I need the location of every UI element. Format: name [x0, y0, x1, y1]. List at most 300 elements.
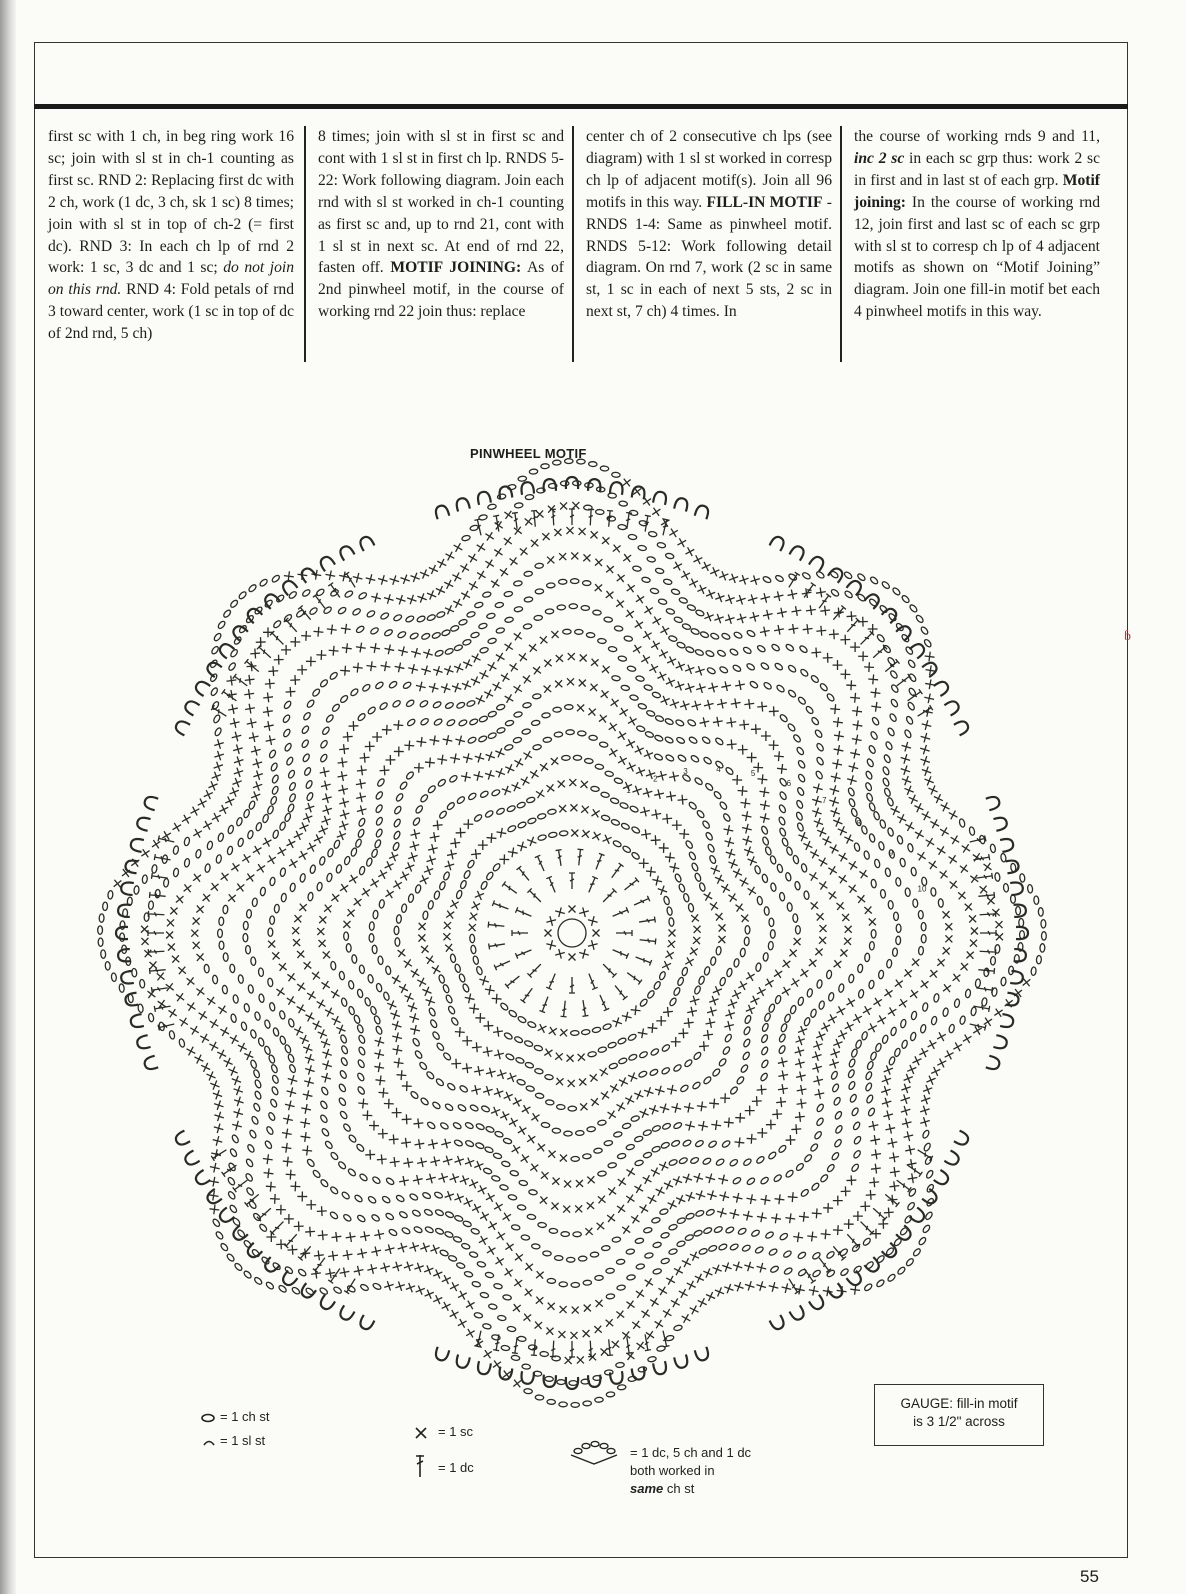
sc-symbol	[931, 1067, 940, 1076]
chain-symbol	[601, 814, 610, 821]
dc-symbol	[611, 947, 628, 959]
chain-symbol	[500, 1002, 509, 1011]
dc-symbol	[569, 1341, 575, 1357]
sc-symbol	[531, 539, 539, 547]
sc-symbol	[362, 888, 370, 896]
sc-symbol	[423, 649, 432, 658]
sc-symbol	[268, 940, 275, 947]
sc-symbol	[536, 790, 544, 798]
chain-symbol	[907, 659, 916, 669]
sc-symbol	[166, 932, 173, 939]
chain-symbol	[660, 1232, 669, 1239]
sc-symbol	[544, 659, 552, 667]
sc-symbol	[397, 1070, 407, 1080]
sc-symbol	[560, 1154, 567, 1161]
sc-symbol	[580, 781, 588, 789]
sc-symbol	[245, 704, 255, 714]
sc-symbol	[980, 886, 988, 894]
sc-symbol	[429, 683, 439, 693]
sc-symbol	[380, 1263, 390, 1273]
sc-symbol	[597, 1222, 605, 1230]
chain-symbol	[493, 1283, 502, 1289]
chain-symbol	[340, 1034, 348, 1044]
sc-symbol	[626, 1301, 634, 1309]
chain-symbol	[458, 973, 466, 983]
picot-loop-symbol	[183, 699, 200, 716]
chain-symbol	[544, 1074, 553, 1080]
chain-symbol	[319, 679, 328, 688]
picot-loop-symbol	[136, 816, 151, 831]
dc-symbol	[969, 1021, 986, 1030]
chain-symbol	[481, 1105, 491, 1113]
chain-symbol	[592, 1027, 601, 1034]
chain-symbol	[331, 703, 340, 712]
round-number-label: 1	[626, 786, 631, 796]
sc-symbol	[472, 1042, 482, 1052]
chain-symbol	[855, 1039, 862, 1049]
sc-symbol	[757, 987, 766, 996]
sc-symbol	[384, 1281, 393, 1290]
sc-symbol	[214, 739, 223, 748]
sc-symbol	[667, 656, 676, 665]
dc-symbol	[270, 631, 286, 647]
chain-symbol	[395, 938, 400, 947]
chain-symbol	[290, 883, 296, 892]
sc-symbol	[286, 1170, 296, 1180]
dc-symbol	[505, 974, 521, 989]
sc-symbol	[671, 1103, 681, 1113]
chain-symbol	[306, 1158, 315, 1167]
sc-symbol	[546, 940, 556, 950]
chain-symbol	[619, 802, 629, 810]
text-column-4	[854, 126, 1100, 323]
picot-loop-symbol	[174, 719, 190, 735]
chain-symbol	[1015, 906, 1020, 915]
chain-symbol	[671, 1139, 681, 1147]
sc-symbol	[468, 554, 477, 563]
sc-symbol	[305, 1054, 314, 1063]
sc-symbol	[170, 907, 177, 914]
sc-symbol	[715, 593, 724, 602]
sc-symbol	[849, 861, 857, 869]
sc-symbol	[453, 599, 462, 608]
chain-symbol	[703, 1076, 712, 1085]
sc-symbol	[731, 698, 741, 708]
text-run: In the course of working rnd 12, join first and last sc of each sc grp with sl st to corresp ch lp of 4 adjacent motifs as shown on “Motif Joining” diagram. Join one fill-in motif bet each 4 pinwheel motifs in this way.	[854, 193, 1100, 321]
chain-symbol	[405, 699, 415, 708]
sc-symbol	[732, 990, 741, 999]
sc-symbol	[643, 788, 652, 797]
sc-symbol	[555, 680, 562, 687]
sc-symbol	[745, 1106, 755, 1116]
dc-symbol	[871, 645, 887, 660]
sc-symbol	[530, 770, 538, 778]
chain-symbol	[626, 1249, 635, 1255]
chain-symbol	[612, 472, 621, 478]
picot-loop-symbol	[455, 497, 470, 512]
chain-symbol	[756, 1155, 766, 1164]
sc-symbol	[378, 575, 387, 584]
sc-symbol	[228, 704, 238, 714]
chain-symbol	[913, 899, 919, 908]
chain-symbol	[614, 625, 623, 631]
chain-symbol	[255, 822, 262, 832]
sc-symbol	[616, 1311, 624, 1319]
sc-symbol	[450, 900, 458, 908]
chain-symbol	[360, 1283, 370, 1291]
sc-symbol	[921, 980, 929, 988]
chain-symbol	[416, 615, 426, 623]
sc-symbol	[840, 635, 850, 645]
sc-symbol	[172, 955, 179, 962]
sc-symbol	[681, 571, 690, 580]
chain-symbol	[780, 1023, 788, 1033]
sc-symbol	[402, 1114, 412, 1124]
sc-symbol	[904, 1131, 914, 1141]
chain-symbol	[905, 888, 911, 897]
sc-symbol	[114, 880, 122, 888]
chain-symbol	[503, 1032, 513, 1041]
chain-symbol	[454, 1215, 464, 1223]
sc-symbol	[641, 829, 651, 839]
sc-symbol	[288, 1075, 297, 1084]
sc-symbol	[750, 996, 759, 1005]
sc-symbol	[672, 820, 682, 830]
chain-symbol	[643, 684, 652, 691]
sc-symbol	[722, 1262, 731, 1271]
dc-symbol	[488, 922, 505, 930]
chain-symbol	[513, 711, 522, 718]
chain-symbol	[281, 893, 287, 902]
sc-symbol	[504, 537, 512, 545]
chain-symbol	[381, 1195, 391, 1204]
chain-symbol	[358, 592, 368, 601]
chain-symbol	[830, 1070, 838, 1080]
chain-symbol	[834, 1125, 843, 1135]
sc-symbol	[618, 756, 627, 765]
sc-symbol	[184, 884, 192, 892]
sc-symbol	[340, 810, 349, 819]
sc-symbol	[949, 811, 958, 820]
sc-symbol	[217, 1050, 226, 1059]
sc-symbol	[225, 796, 234, 805]
chain-symbol	[803, 891, 809, 900]
picot-loop-symbol	[358, 535, 374, 551]
sc-symbol	[313, 627, 323, 637]
chain-symbol	[514, 1036, 524, 1044]
sc-symbol	[921, 733, 931, 743]
chain-symbol	[938, 899, 944, 908]
chain-symbol	[652, 691, 662, 698]
chain-symbol	[796, 800, 804, 810]
sc-symbol	[450, 1310, 459, 1319]
chain-symbol	[542, 712, 551, 718]
chain-symbol	[765, 1231, 775, 1240]
sc-symbol	[617, 574, 625, 582]
chain-symbol	[674, 616, 684, 623]
chain-symbol	[604, 1140, 613, 1146]
chain-symbol	[253, 1276, 262, 1285]
chain-symbol	[538, 1222, 547, 1228]
chain-symbol	[445, 701, 455, 709]
chain-symbol	[569, 1381, 577, 1386]
chain-symbol	[270, 762, 278, 772]
sc-symbol	[679, 829, 689, 839]
chain-symbol	[105, 961, 110, 970]
chain-symbol	[965, 989, 971, 998]
chain-symbol	[853, 1135, 862, 1145]
chain-symbol	[666, 906, 673, 915]
chain-symbol	[484, 1146, 494, 1153]
chain-symbol	[222, 609, 231, 618]
text-column-3	[586, 126, 832, 323]
chain-symbol	[424, 1226, 434, 1234]
chain-symbol	[229, 1148, 238, 1158]
sc-symbol	[408, 852, 417, 861]
sc-symbol	[850, 642, 860, 652]
sc-symbol	[325, 570, 335, 580]
dc-symbol	[633, 896, 650, 908]
chain-symbol	[851, 1107, 860, 1117]
sc-symbol	[396, 595, 405, 604]
chain-symbol	[545, 1100, 554, 1106]
sc-symbol	[209, 1204, 219, 1214]
chain-symbol	[466, 700, 476, 708]
sc-symbol	[445, 944, 453, 952]
chain-symbol	[393, 818, 402, 828]
chain-symbol	[627, 665, 636, 672]
sc-symbol	[410, 841, 420, 851]
sc-symbol	[739, 720, 749, 730]
chain-symbol	[699, 882, 706, 892]
sc-symbol	[288, 1245, 298, 1255]
chain-symbol	[456, 890, 463, 900]
chain-symbol	[617, 1384, 626, 1390]
sc-symbol	[951, 836, 959, 844]
chain-symbol	[565, 705, 573, 710]
sc-symbol	[840, 949, 847, 956]
chain-symbol	[350, 847, 357, 857]
sc-symbol	[809, 872, 817, 880]
sc-symbol	[706, 1018, 716, 1028]
chain-symbol	[923, 638, 932, 648]
chain-symbol	[401, 1227, 411, 1235]
chain-symbol	[231, 1134, 239, 1144]
sc-symbol	[695, 1274, 704, 1283]
chain-symbol	[267, 805, 275, 815]
chain-symbol	[685, 1234, 695, 1241]
sc-symbol	[461, 772, 471, 782]
sc-symbol	[270, 1194, 280, 1204]
sc-symbol	[421, 945, 429, 953]
picot-loop-symbol	[944, 699, 961, 716]
sc-symbol	[579, 949, 589, 959]
sc-symbol	[293, 939, 300, 946]
chain-symbol	[488, 1303, 497, 1309]
sc-symbol	[263, 692, 273, 702]
sc-symbol	[404, 741, 414, 751]
chain-symbol	[222, 985, 228, 994]
sc-symbol	[905, 1145, 915, 1155]
sc-symbol	[303, 961, 311, 969]
sc-symbol	[924, 693, 934, 703]
chain-symbol	[614, 777, 623, 784]
chain-symbol	[374, 839, 382, 849]
chain-symbol	[635, 675, 644, 682]
sc-symbol	[313, 1021, 322, 1030]
chain-symbol	[369, 922, 374, 931]
chain-symbol	[399, 1210, 409, 1218]
picot-loop-symbol	[566, 1377, 578, 1389]
chain-symbol	[449, 774, 459, 783]
sc-symbol	[408, 1003, 417, 1012]
sc-symbol	[777, 764, 787, 774]
chain-symbol	[729, 648, 739, 656]
sc-symbol	[488, 662, 497, 671]
sc-symbol	[339, 821, 348, 830]
chain-symbol	[330, 961, 336, 970]
sc-symbol	[319, 826, 328, 835]
sc-symbol	[809, 1286, 819, 1296]
sc-symbol	[920, 745, 929, 754]
chain-symbol	[583, 1401, 592, 1406]
chain-symbol	[892, 948, 897, 957]
chain-symbol	[883, 787, 891, 797]
dc-symbol	[492, 900, 509, 911]
chain-symbol	[831, 1083, 839, 1093]
chain-symbol	[826, 1269, 836, 1278]
sc-symbol	[833, 1196, 843, 1206]
chain-symbol	[380, 612, 390, 620]
sc-symbol	[738, 786, 748, 796]
text-run: As of 2nd pinwheel motif, in the course of working rnd 22 join thus: replace	[318, 259, 564, 321]
sc-symbol	[747, 1194, 757, 1204]
chain-symbol	[783, 1250, 793, 1259]
sc-symbol	[922, 720, 932, 730]
sc-symbol	[740, 878, 749, 887]
chain-symbol	[690, 1156, 700, 1164]
sc-symbol	[643, 631, 651, 639]
sc-symbol	[306, 1200, 316, 1210]
chain-symbol	[341, 1045, 349, 1055]
chain-symbol	[918, 1236, 927, 1245]
chain-symbol	[702, 1157, 712, 1165]
chain-symbol	[627, 1033, 637, 1041]
chain-symbol	[816, 756, 825, 766]
chain-symbol	[688, 736, 698, 745]
chain-symbol	[227, 846, 234, 855]
sc-symbol	[514, 632, 522, 640]
chain-symbol	[733, 958, 739, 967]
legend-shell-line3	[630, 1480, 751, 1498]
sc-symbol	[441, 1139, 451, 1149]
chain-symbol	[776, 684, 786, 693]
sc-symbol	[337, 831, 346, 840]
sc-symbol	[354, 898, 362, 906]
chain-symbol	[505, 720, 514, 727]
chain-symbol	[353, 1015, 361, 1025]
sc-symbol	[450, 754, 460, 764]
chain-symbol	[694, 777, 704, 786]
chain-symbol	[1041, 920, 1046, 928]
chain-symbol	[638, 1070, 648, 1078]
sc-symbol	[663, 1309, 671, 1317]
text-run: FILL-IN MOTIF	[706, 193, 823, 211]
sc-symbol	[469, 924, 476, 931]
chain-symbol	[878, 841, 885, 850]
chain-symbol	[461, 1243, 471, 1250]
sc-symbol	[455, 1194, 464, 1203]
sc-symbol	[392, 975, 401, 984]
sc-symbol	[494, 1088, 503, 1097]
sc-symbol	[570, 804, 577, 811]
chain-symbol	[309, 607, 319, 616]
sc-symbol	[485, 532, 493, 540]
chain-symbol	[204, 964, 210, 973]
sc-symbol	[821, 1229, 831, 1239]
sc-symbol	[871, 1229, 881, 1239]
chain-symbol	[260, 887, 266, 896]
chain-symbol	[621, 822, 631, 830]
chain-symbol	[778, 816, 786, 826]
sc-symbol	[494, 548, 502, 556]
chain-symbol	[148, 1013, 154, 1022]
sc-symbol	[683, 1174, 692, 1183]
chain-symbol	[474, 1312, 483, 1319]
sc-symbol	[294, 831, 303, 840]
sc-symbol	[915, 830, 924, 839]
chain-symbol	[737, 1227, 747, 1235]
chain-symbol	[582, 581, 591, 586]
chain-symbol	[205, 864, 211, 873]
dc-symbol	[550, 509, 557, 525]
chain-symbol	[440, 1122, 450, 1131]
sc-symbol	[930, 970, 938, 978]
chain-symbol	[741, 1244, 751, 1252]
dc-symbol	[979, 911, 995, 918]
chain-symbol	[890, 698, 899, 708]
sc-symbol	[168, 1009, 176, 1017]
sc-symbol	[424, 1265, 433, 1274]
sc-symbol	[523, 1314, 531, 1322]
sc-symbol	[830, 808, 839, 817]
chain-symbol	[639, 998, 648, 1007]
sc-symbol	[666, 1276, 675, 1285]
chain-symbol	[882, 766, 890, 776]
gauge-line2: is 3 1/2" across	[913, 1414, 1005, 1429]
chain-symbol	[271, 785, 279, 795]
chain-symbol	[848, 974, 854, 983]
sc-symbol	[321, 1073, 331, 1083]
chain-symbol	[826, 1250, 836, 1259]
sc-symbol	[433, 666, 442, 675]
sc-symbol	[523, 675, 531, 683]
sc-symbol	[735, 680, 745, 690]
sc-symbol	[738, 981, 747, 990]
chain-symbol	[901, 594, 910, 603]
sc-symbol	[809, 959, 817, 967]
legend-shell-line1: = 1 dc, 5 ch and 1 dc	[630, 1445, 752, 1460]
chain-symbol	[101, 950, 106, 959]
chain-symbol	[236, 817, 243, 827]
chain-symbol	[479, 715, 489, 723]
sc-symbol	[305, 1227, 315, 1237]
sc-symbol	[322, 805, 331, 814]
sc-symbol	[504, 1268, 512, 1276]
sc-symbol	[741, 915, 749, 923]
chain-symbol	[355, 625, 365, 634]
chain-symbol	[595, 764, 604, 770]
